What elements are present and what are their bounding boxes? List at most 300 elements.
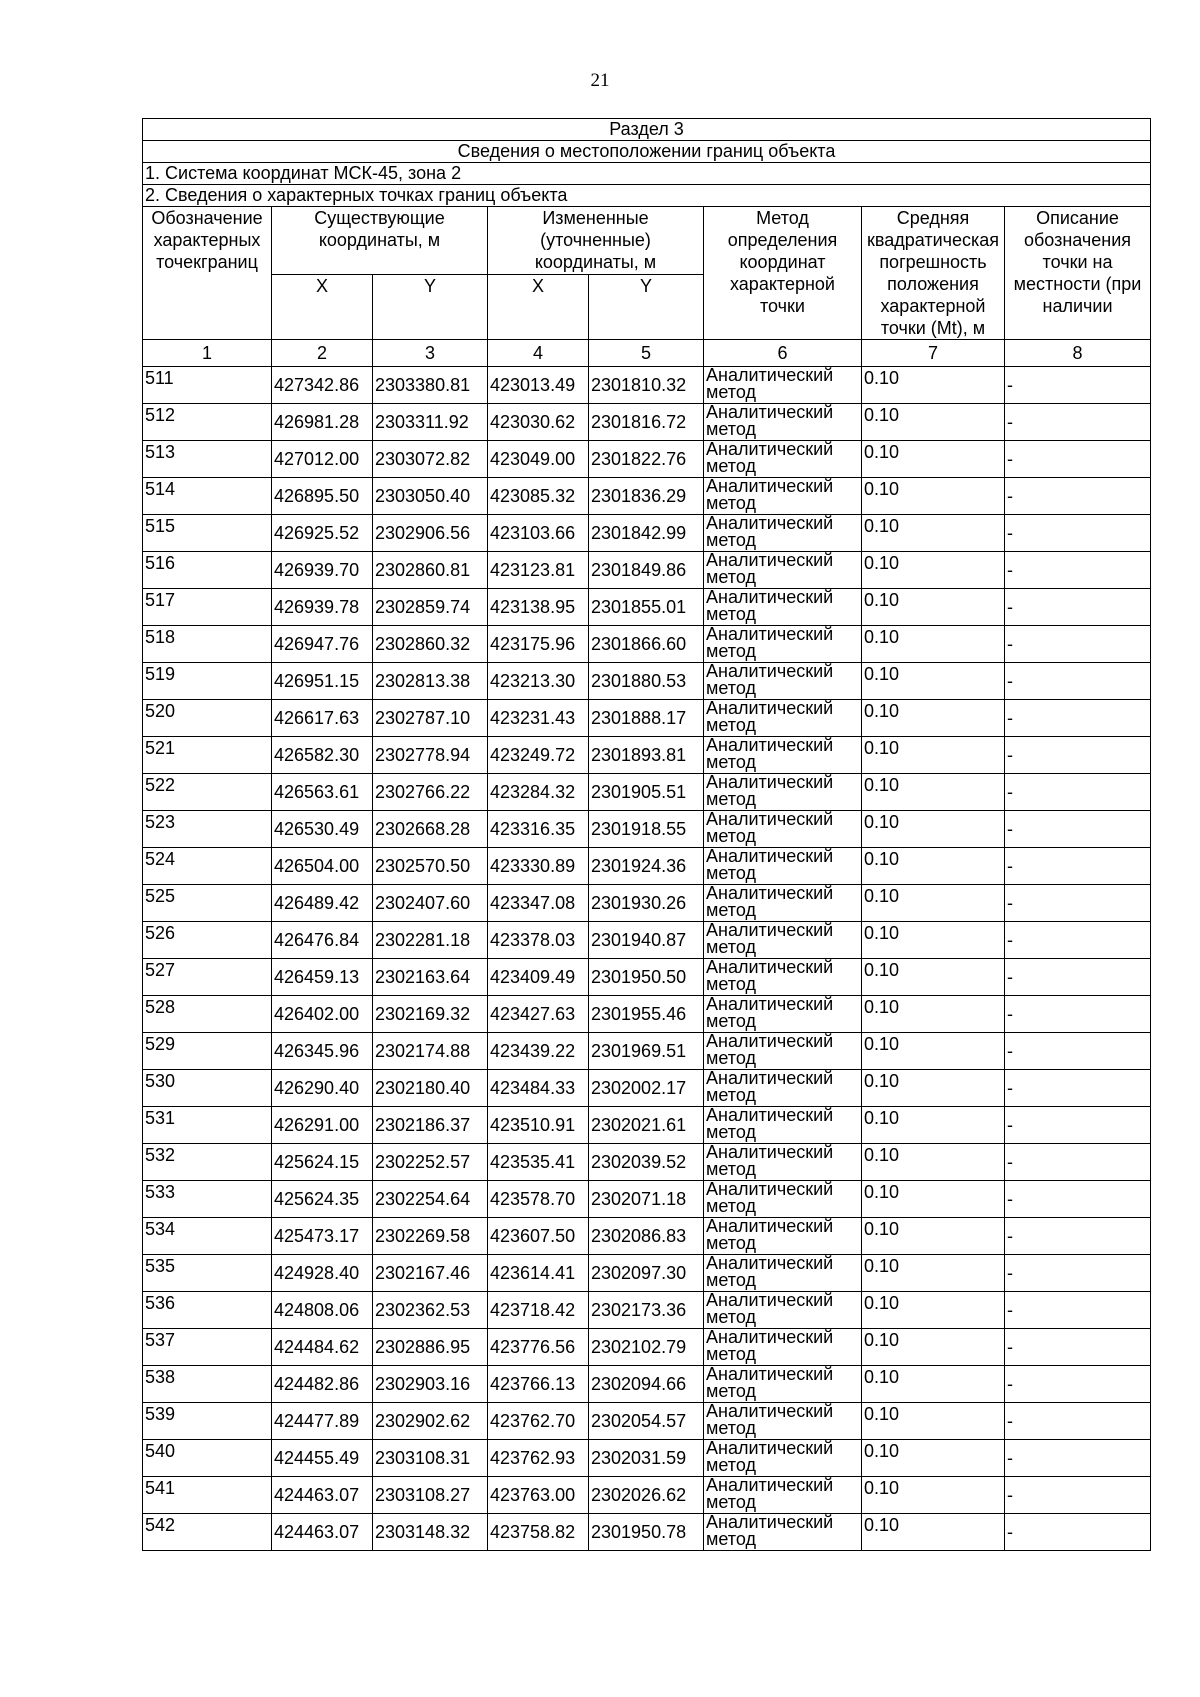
existing-y: 2302778.94 <box>373 737 488 774</box>
changed-y: 2302002.17 <box>589 1070 704 1107</box>
existing-x: 427012.00 <box>272 441 373 478</box>
error-value: 0.10 <box>862 737 1005 774</box>
table-row <box>143 959 1151 996</box>
description: - <box>1005 1292 1151 1329</box>
existing-x: 424463.07 <box>272 1477 373 1514</box>
description: - <box>1005 515 1151 552</box>
description: - <box>1005 1255 1151 1292</box>
changed-y: 2301888.17 <box>589 700 704 737</box>
description: - <box>1005 367 1151 404</box>
existing-x: 426489.42 <box>272 885 373 922</box>
error-value: 0.10 <box>862 663 1005 700</box>
changed-y: 2301950.50 <box>589 959 704 996</box>
existing-x: 424928.40 <box>272 1255 373 1292</box>
table-row <box>143 626 1151 663</box>
method: Аналитический метод <box>704 848 862 885</box>
point-id: 540 <box>143 1440 272 1477</box>
description: - <box>1005 1514 1151 1551</box>
existing-y: 2302362.53 <box>373 1292 488 1329</box>
error-value: 0.10 <box>862 367 1005 404</box>
point-id: 521 <box>143 737 272 774</box>
header-existing-coords: Существующие координаты, м <box>272 207 488 275</box>
existing-x: 426939.78 <box>272 589 373 626</box>
changed-y: 2302173.36 <box>589 1292 704 1329</box>
changed-y: 2302102.79 <box>589 1329 704 1366</box>
existing-y: 2303108.27 <box>373 1477 488 1514</box>
changed-y: 2302021.61 <box>589 1107 704 1144</box>
changed-y: 2302054.57 <box>589 1403 704 1440</box>
table-row <box>143 589 1151 626</box>
description: - <box>1005 626 1151 663</box>
changed-y: 2302031.59 <box>589 1440 704 1477</box>
existing-x: 426895.50 <box>272 478 373 515</box>
point-id: 526 <box>143 922 272 959</box>
existing-y: 2302169.32 <box>373 996 488 1033</box>
method: Аналитический метод <box>704 552 862 589</box>
changed-y: 2301893.81 <box>589 737 704 774</box>
point-id: 525 <box>143 885 272 922</box>
existing-y: 2302902.62 <box>373 1403 488 1440</box>
existing-y: 2302254.64 <box>373 1181 488 1218</box>
changed-y: 2302094.66 <box>589 1366 704 1403</box>
existing-y: 2302903.16 <box>373 1366 488 1403</box>
point-id: 533 <box>143 1181 272 1218</box>
existing-x: 426530.49 <box>272 811 373 848</box>
changed-y: 2301836.29 <box>589 478 704 515</box>
existing-y: 2302167.46 <box>373 1255 488 1292</box>
method: Аналитический метод <box>704 1514 862 1551</box>
description: - <box>1005 1107 1151 1144</box>
changed-y: 2301866.60 <box>589 626 704 663</box>
error-value: 0.10 <box>862 1477 1005 1514</box>
point-id: 528 <box>143 996 272 1033</box>
existing-x: 426504.00 <box>272 848 373 885</box>
point-id: 530 <box>143 1070 272 1107</box>
table-row <box>143 515 1151 552</box>
changed-x: 423123.81 <box>488 552 589 589</box>
description: - <box>1005 1440 1151 1477</box>
changed-x: 423175.96 <box>488 626 589 663</box>
existing-x: 426617.63 <box>272 700 373 737</box>
error-value: 0.10 <box>862 1255 1005 1292</box>
changed-x: 423510.91 <box>488 1107 589 1144</box>
changed-y: 2301849.86 <box>589 552 704 589</box>
coordinate-system: 1. Система координат МСК-45, зона 2 <box>143 163 1151 185</box>
changed-y: 2301950.78 <box>589 1514 704 1551</box>
error-value: 0.10 <box>862 1218 1005 1255</box>
table-title: Сведения о местоположении границ объекта <box>143 141 1151 163</box>
existing-y: 2302859.74 <box>373 589 488 626</box>
existing-y: 2302860.81 <box>373 552 488 589</box>
changed-x: 423030.62 <box>488 404 589 441</box>
description: - <box>1005 1070 1151 1107</box>
method: Аналитический метод <box>704 1033 862 1070</box>
header-existing-x: X <box>272 274 373 340</box>
point-id: 541 <box>143 1477 272 1514</box>
existing-y: 2302906.56 <box>373 515 488 552</box>
point-id: 529 <box>143 1033 272 1070</box>
point-id: 511 <box>143 367 272 404</box>
existing-x: 426290.40 <box>272 1070 373 1107</box>
point-id: 516 <box>143 552 272 589</box>
method: Аналитический метод <box>704 700 862 737</box>
column-number: 6 <box>704 340 862 367</box>
error-value: 0.10 <box>862 959 1005 996</box>
changed-x: 423013.49 <box>488 367 589 404</box>
method: Аналитический метод <box>704 478 862 515</box>
error-value: 0.10 <box>862 1440 1005 1477</box>
changed-x: 423378.03 <box>488 922 589 959</box>
method: Аналитический метод <box>704 885 862 922</box>
header-description: Описание обозначения точки на местности (при наличии <box>1005 207 1151 340</box>
column-number-row <box>143 340 1151 367</box>
table-row <box>143 737 1151 774</box>
changed-y: 2301810.32 <box>589 367 704 404</box>
error-value: 0.10 <box>862 1366 1005 1403</box>
changed-x: 423103.66 <box>488 515 589 552</box>
column-number: 3 <box>373 340 488 367</box>
error-value: 0.10 <box>862 1181 1005 1218</box>
existing-y: 2302813.38 <box>373 663 488 700</box>
error-value: 0.10 <box>862 1403 1005 1440</box>
method: Аналитический метод <box>704 996 862 1033</box>
existing-x: 427342.86 <box>272 367 373 404</box>
method: Аналитический метод <box>704 1403 862 1440</box>
description: - <box>1005 404 1151 441</box>
changed-x: 423484.33 <box>488 1070 589 1107</box>
column-number: 8 <box>1005 340 1151 367</box>
existing-x: 426951.15 <box>272 663 373 700</box>
description: - <box>1005 774 1151 811</box>
error-value: 0.10 <box>862 478 1005 515</box>
changed-x: 423607.50 <box>488 1218 589 1255</box>
existing-y: 2302860.32 <box>373 626 488 663</box>
point-id: 542 <box>143 1514 272 1551</box>
existing-x: 426459.13 <box>272 959 373 996</box>
point-id: 512 <box>143 404 272 441</box>
existing-y: 2303380.81 <box>373 367 488 404</box>
error-value: 0.10 <box>862 441 1005 478</box>
method: Аналитический метод <box>704 1440 862 1477</box>
table-row <box>143 478 1151 515</box>
method: Аналитический метод <box>704 1477 862 1514</box>
point-id: 522 <box>143 774 272 811</box>
changed-x: 423330.89 <box>488 848 589 885</box>
description: - <box>1005 959 1151 996</box>
existing-y: 2302886.95 <box>373 1329 488 1366</box>
description: - <box>1005 700 1151 737</box>
table-row <box>143 774 1151 811</box>
changed-x: 423718.42 <box>488 1292 589 1329</box>
existing-x: 426476.84 <box>272 922 373 959</box>
header-existing-y: Y <box>373 274 488 340</box>
description: - <box>1005 737 1151 774</box>
point-id: 535 <box>143 1255 272 1292</box>
description: - <box>1005 885 1151 922</box>
description: - <box>1005 922 1151 959</box>
method: Аналитический метод <box>704 1107 862 1144</box>
description: - <box>1005 1329 1151 1366</box>
point-id: 519 <box>143 663 272 700</box>
method: Аналитический метод <box>704 1218 862 1255</box>
method: Аналитический метод <box>704 1292 862 1329</box>
error-value: 0.10 <box>862 848 1005 885</box>
changed-y: 2301905.51 <box>589 774 704 811</box>
error-value: 0.10 <box>862 996 1005 1033</box>
column-number: 7 <box>862 340 1005 367</box>
changed-x: 423409.49 <box>488 959 589 996</box>
existing-x: 425473.17 <box>272 1218 373 1255</box>
changed-y: 2302097.30 <box>589 1255 704 1292</box>
existing-x: 426291.00 <box>272 1107 373 1144</box>
changed-y: 2301918.55 <box>589 811 704 848</box>
description: - <box>1005 663 1151 700</box>
changed-x: 423439.22 <box>488 1033 589 1070</box>
method: Аналитический метод <box>704 737 862 774</box>
method: Аналитический метод <box>704 441 862 478</box>
changed-x: 423614.41 <box>488 1255 589 1292</box>
point-id: 513 <box>143 441 272 478</box>
changed-x: 423231.43 <box>488 700 589 737</box>
existing-y: 2303050.40 <box>373 478 488 515</box>
method: Аналитический метод <box>704 959 862 996</box>
changed-y: 2302039.52 <box>589 1144 704 1181</box>
boundary-points-table <box>142 118 1151 1551</box>
existing-y: 2303148.32 <box>373 1514 488 1551</box>
description: - <box>1005 848 1151 885</box>
table-row <box>143 1218 1151 1255</box>
table-row <box>143 1181 1151 1218</box>
description: - <box>1005 811 1151 848</box>
table-row <box>143 885 1151 922</box>
header-method: Метод определения координат характерной точки <box>704 207 862 340</box>
changed-x: 423138.95 <box>488 589 589 626</box>
table-row <box>143 996 1151 1033</box>
method: Аналитический метод <box>704 1144 862 1181</box>
existing-x: 424484.62 <box>272 1329 373 1366</box>
existing-x: 425624.35 <box>272 1181 373 1218</box>
header-changed-coords: Измененные (уточненные) координаты, м <box>488 207 704 275</box>
changed-y: 2301816.72 <box>589 404 704 441</box>
description: - <box>1005 589 1151 626</box>
error-value: 0.10 <box>862 811 1005 848</box>
existing-x: 426345.96 <box>272 1033 373 1070</box>
error-value: 0.10 <box>862 700 1005 737</box>
existing-y: 2302269.58 <box>373 1218 488 1255</box>
table-row <box>143 1292 1151 1329</box>
point-id: 524 <box>143 848 272 885</box>
changed-x: 423249.72 <box>488 737 589 774</box>
point-id: 527 <box>143 959 272 996</box>
error-value: 0.10 <box>862 1514 1005 1551</box>
table-row <box>143 663 1151 700</box>
point-id: 532 <box>143 1144 272 1181</box>
existing-y: 2302570.50 <box>373 848 488 885</box>
point-id: 538 <box>143 1366 272 1403</box>
method: Аналитический метод <box>704 811 862 848</box>
existing-x: 425624.15 <box>272 1144 373 1181</box>
description: - <box>1005 996 1151 1033</box>
column-number: 5 <box>589 340 704 367</box>
section-title: Раздел 3 <box>143 119 1151 141</box>
changed-x: 423578.70 <box>488 1181 589 1218</box>
description: - <box>1005 1477 1151 1514</box>
existing-y: 2302163.64 <box>373 959 488 996</box>
page-number: 21 <box>590 70 610 91</box>
existing-y: 2302668.28 <box>373 811 488 848</box>
point-id: 539 <box>143 1403 272 1440</box>
description: - <box>1005 478 1151 515</box>
table-row <box>143 1440 1151 1477</box>
existing-y: 2303108.31 <box>373 1440 488 1477</box>
changed-x: 423085.32 <box>488 478 589 515</box>
method: Аналитический метод <box>704 626 862 663</box>
method: Аналитический метод <box>704 515 862 552</box>
method: Аналитический метод <box>704 404 862 441</box>
error-value: 0.10 <box>862 1144 1005 1181</box>
changed-y: 2302086.83 <box>589 1218 704 1255</box>
description: - <box>1005 1218 1151 1255</box>
table-row <box>143 441 1151 478</box>
points-heading: 2. Сведения о характерных точках границ объекта <box>143 185 1151 207</box>
point-id: 515 <box>143 515 272 552</box>
changed-x: 423535.41 <box>488 1144 589 1181</box>
existing-y: 2302174.88 <box>373 1033 488 1070</box>
changed-y: 2301880.53 <box>589 663 704 700</box>
error-value: 0.10 <box>862 1292 1005 1329</box>
existing-y: 2302787.10 <box>373 700 488 737</box>
error-value: 0.10 <box>862 1329 1005 1366</box>
existing-y: 2303072.82 <box>373 441 488 478</box>
table-row <box>143 700 1151 737</box>
changed-y: 2301855.01 <box>589 589 704 626</box>
existing-x: 424455.49 <box>272 1440 373 1477</box>
existing-y: 2302281.18 <box>373 922 488 959</box>
method: Аналитический метод <box>704 1255 862 1292</box>
method: Аналитический метод <box>704 922 862 959</box>
error-value: 0.10 <box>862 515 1005 552</box>
error-value: 0.10 <box>862 922 1005 959</box>
description: - <box>1005 1403 1151 1440</box>
existing-x: 426981.28 <box>272 404 373 441</box>
point-id: 523 <box>143 811 272 848</box>
changed-x: 423758.82 <box>488 1514 589 1551</box>
point-id: 514 <box>143 478 272 515</box>
table-row <box>143 367 1151 404</box>
changed-x: 423763.00 <box>488 1477 589 1514</box>
table-row <box>143 1477 1151 1514</box>
description: - <box>1005 1144 1151 1181</box>
existing-x: 426563.61 <box>272 774 373 811</box>
description: - <box>1005 1033 1151 1070</box>
changed-y: 2301940.87 <box>589 922 704 959</box>
column-number: 1 <box>143 340 272 367</box>
error-value: 0.10 <box>862 1033 1005 1070</box>
method: Аналитический метод <box>704 1329 862 1366</box>
column-number: 4 <box>488 340 589 367</box>
method: Аналитический метод <box>704 367 862 404</box>
method: Аналитический метод <box>704 1366 862 1403</box>
existing-y: 2302766.22 <box>373 774 488 811</box>
method: Аналитический метод <box>704 1070 862 1107</box>
changed-x: 423284.32 <box>488 774 589 811</box>
description: - <box>1005 1366 1151 1403</box>
existing-x: 424808.06 <box>272 1292 373 1329</box>
table-row <box>143 1107 1151 1144</box>
existing-x: 426947.76 <box>272 626 373 663</box>
changed-x: 423049.00 <box>488 441 589 478</box>
point-id: 531 <box>143 1107 272 1144</box>
error-value: 0.10 <box>862 885 1005 922</box>
table-row <box>143 1255 1151 1292</box>
header-changed-y: Y <box>589 274 704 340</box>
table-row <box>143 1329 1151 1366</box>
description: - <box>1005 1181 1151 1218</box>
header-designation: Обозначение характерных точекграниц <box>143 207 272 340</box>
existing-y: 2302252.57 <box>373 1144 488 1181</box>
existing-x: 424477.89 <box>272 1403 373 1440</box>
existing-y: 2302407.60 <box>373 885 488 922</box>
table-row <box>143 1144 1151 1181</box>
error-value: 0.10 <box>862 589 1005 626</box>
existing-x: 424463.07 <box>272 1514 373 1551</box>
error-value: 0.10 <box>862 1070 1005 1107</box>
changed-y: 2301955.46 <box>589 996 704 1033</box>
header-changed-x: X <box>488 274 589 340</box>
method: Аналитический метод <box>704 663 862 700</box>
changed-y: 2302026.62 <box>589 1477 704 1514</box>
table-row <box>143 1033 1151 1070</box>
changed-x: 423776.56 <box>488 1329 589 1366</box>
existing-x: 426402.00 <box>272 996 373 1033</box>
existing-x: 426582.30 <box>272 737 373 774</box>
description: - <box>1005 441 1151 478</box>
point-id: 518 <box>143 626 272 663</box>
point-id: 537 <box>143 1329 272 1366</box>
table-row <box>143 922 1151 959</box>
table-row <box>143 1366 1151 1403</box>
table-row <box>143 848 1151 885</box>
changed-y: 2301924.36 <box>589 848 704 885</box>
changed-x: 423347.08 <box>488 885 589 922</box>
point-id: 520 <box>143 700 272 737</box>
changed-y: 2301822.76 <box>589 441 704 478</box>
changed-y: 2301969.51 <box>589 1033 704 1070</box>
existing-x: 426925.52 <box>272 515 373 552</box>
point-id: 536 <box>143 1292 272 1329</box>
error-value: 0.10 <box>862 404 1005 441</box>
existing-y: 2302180.40 <box>373 1070 488 1107</box>
existing-x: 426939.70 <box>272 552 373 589</box>
changed-x: 423762.70 <box>488 1403 589 1440</box>
header-error: Средняя квадратическая погрешность положения характерной точки (Mt), м <box>862 207 1005 340</box>
table-row <box>143 811 1151 848</box>
changed-x: 423213.30 <box>488 663 589 700</box>
description: - <box>1005 552 1151 589</box>
method: Аналитический метод <box>704 774 862 811</box>
point-id: 517 <box>143 589 272 626</box>
table-row <box>143 1070 1151 1107</box>
changed-y: 2301930.26 <box>589 885 704 922</box>
table-row <box>143 404 1151 441</box>
changed-x: 423316.35 <box>488 811 589 848</box>
table-row <box>143 552 1151 589</box>
existing-x: 424482.86 <box>272 1366 373 1403</box>
changed-x: 423766.13 <box>488 1366 589 1403</box>
point-id: 534 <box>143 1218 272 1255</box>
error-value: 0.10 <box>862 552 1005 589</box>
error-value: 0.10 <box>862 1107 1005 1144</box>
